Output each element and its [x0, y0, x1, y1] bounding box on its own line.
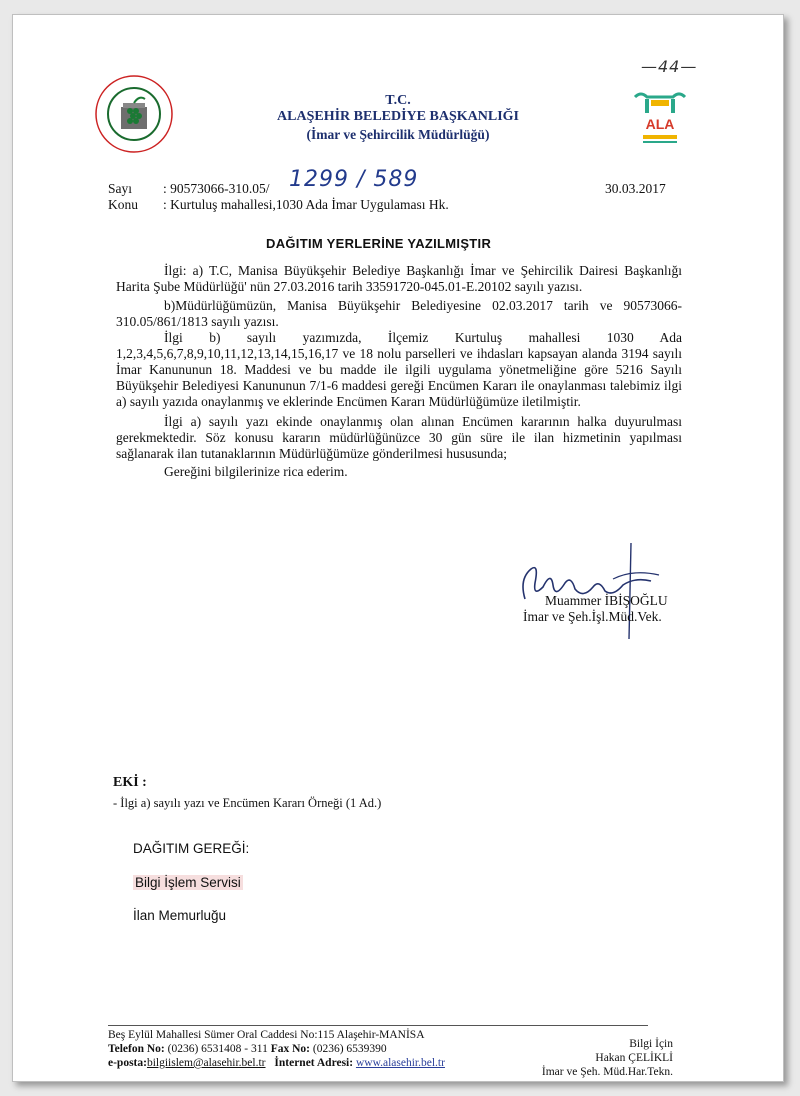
letter-body [116, 263, 682, 480]
paragraph-closing: Gereğini bilgilerinize rica ederim. [164, 464, 348, 479]
info-title: İmar ve Şeh. Müd.Har.Tekn. [541, 1066, 673, 1078]
header-line-1: T.C. [385, 93, 411, 108]
sayi-value: : 90573066-310.05/ [163, 181, 270, 196]
distribution-item-ilan: İlan Memurluğu [133, 908, 227, 923]
konu-value: : Kurtuluş mahallesi,1030 Ada İmar Uygulaması Hk. [163, 197, 449, 212]
phone-label: Telefon No: [108, 1043, 165, 1055]
email-label: e-posta: [108, 1057, 147, 1069]
konu-label: Konu [108, 197, 138, 212]
footer-divider [108, 1025, 648, 1026]
paragraph-main: İlgi b) sayılı yazımızda, İlçemiz Kurtuluş mahallesi 1030 Ada 1,2,3,4,5,6,7,8,9,10,11,12,13,14,15,16,17 ve 18 nolu parselleri ve ihdasları kapsayan alanda 3194 sayılı İmar Kanununun 18. Maddesi ve bu madde ile ilgili uygulama yönetmeliğine göre 5216 Sayılı Büyükşehir Belediyesi Kanununun 7/1-6 maddesi gereği Encümen Kararı ile onaylanması talebimiz ilgi a) sayılı yazıda onaylanmış ve eklerinde Encümen Kararı Müdürlüğümüze iletilmiştir. [116, 330, 682, 409]
attachments-label: EKİ : [113, 775, 147, 790]
footer-right [518, 1037, 673, 1079]
footer-address: Beş Eylül Mahallesi Sümer Oral Caddesi No:115 Alaşehir-MANİSA [108, 1029, 425, 1041]
sayi-label: Sayı [108, 181, 133, 196]
info-label: Bilgi İçin [629, 1038, 673, 1050]
page-number-mark: —44— [641, 57, 698, 76]
paragraph-request: İlgi a) sayılı yazı ekinde onaylanmış olan alınan Encümen kararının halka duyurulması gerekmektedir. Söz konusu kararın müdürlüğünüzce 30 gün süre ile ilan hizmetinin yapılması sağlanarak ilan tutanaklarının Müdürlüğümüze gönderilmesi hususunda; [116, 414, 682, 461]
paragraph-ilgi-a: İlgi: a) T.C, Manisa Büyükşehir Belediye Başkanlığı İmar ve Şehircilik Dairesi Başkanlığı Harita Şube Müdürlüğü' nün 27.03.2016 tarih 33591720-045.01-E.20102 sayılı yazısı. [116, 263, 682, 294]
distribution-label: DAĞITIM GEREĞİ: [133, 841, 250, 856]
paragraph-ilgi-b: b)Müdürlüğümüzün, Manisa Büyükşehir Belediyesine 02.03.2017 tarih ve 90573066-310.05/861/1813 sayılı yazısı. [116, 298, 682, 329]
distribution-heading: DAĞITIM YERLERİNE YAZILMIŞTIR [266, 236, 492, 251]
document-page [12, 14, 784, 1082]
footer-contact [108, 1042, 528, 1056]
website-link[interactable]: www.alasehir.bel.tr [355, 1057, 445, 1069]
signatory-title: İmar ve Şeh.İşl.Müd.Vek. [523, 609, 662, 624]
fax-value: (0236) 6539390 [310, 1043, 387, 1055]
signatory-name: Muammer İBİŞOĞLU [545, 593, 668, 608]
phone-value: (0236) 6531408 - 311 [164, 1043, 271, 1055]
fax-label: Fax No: [270, 1043, 310, 1055]
document-date: 30.03.2017 [605, 181, 666, 196]
distribution-item-label: Bilgi İşlem Servisi [135, 875, 241, 890]
info-name: Hakan ÇELİKLİ [595, 1052, 673, 1064]
footer-online [108, 1056, 528, 1070]
attachment-item: - İlgi a) sayılı yazı ve Encümen Kararı Örneği (1 Ad.) [113, 796, 382, 810]
distribution-item-bilgi-islem [133, 875, 243, 890]
ala-logo-text: ALA [645, 116, 675, 132]
sayi-handwritten: 1299 / 589 [289, 167, 419, 192]
header-line-2: ALAŞEHİR BELEDİYE BAŞKANLIĞI [277, 109, 519, 124]
header-line-3: (İmar ve Şehircilik Müdürlüğü) [306, 127, 490, 142]
footer-left [108, 1028, 528, 1070]
email-value[interactable]: bilgiislem@alasehir.bel.tr [146, 1057, 266, 1069]
page-mark-value: 44 [658, 57, 681, 76]
web-label: İnternet Adresi: [274, 1057, 356, 1069]
